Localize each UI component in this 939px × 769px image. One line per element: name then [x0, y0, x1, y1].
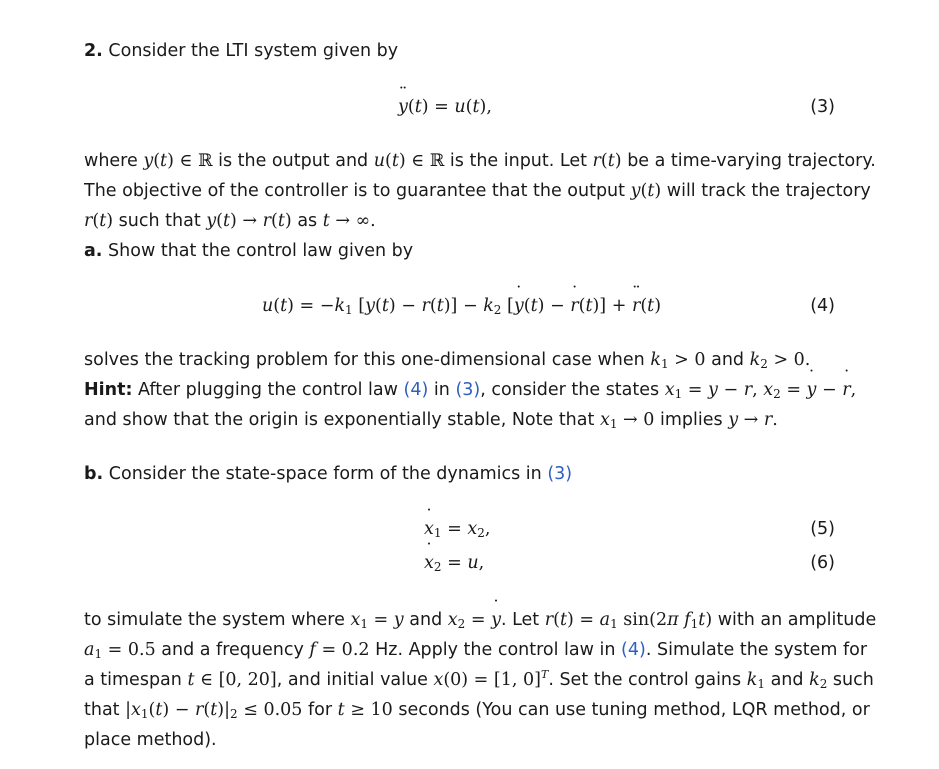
- equation-6-label: (6): [810, 553, 835, 573]
- solves-line: solves the tracking problem for this one-dimensional case when $k_1 > 0$ and $k_2 > 0$.: [84, 350, 811, 371]
- set-gains-text: . Set the control gains: [548, 670, 742, 690]
- timespan-text: a timespan: [84, 670, 182, 690]
- equation-4: $u(t) = -k_1$ $[y(t) - r(t)] - k_2$ [˙ y(t) − ˙ r(t)] + ¨ r(t): [262, 294, 661, 318]
- hint-ref-4[interactable]: (4): [403, 380, 429, 400]
- part-b-ref-4[interactable]: (4): [621, 640, 646, 660]
- hz-text: Hz. Apply the control law in: [375, 640, 616, 660]
- simulate-text: to simulate the system where: [84, 610, 345, 630]
- equation-5-label: (5): [810, 519, 835, 539]
- and-freq-text: and a frequency: [161, 640, 304, 660]
- that-text: that: [84, 700, 120, 720]
- part-b-text: Consider the state-space form of the dynamics in: [108, 464, 542, 484]
- implies-text: implies: [659, 410, 723, 430]
- hint-ref-3[interactable]: (3): [455, 380, 481, 400]
- part-b-label: b.: [84, 464, 104, 484]
- traj-text: be a time-varying trajectory.: [627, 151, 876, 171]
- part-b-header: [84, 462, 572, 486]
- such-text: such: [832, 670, 874, 690]
- show-line: and show that the origin is exponentially stable, Note that $x_1 \to 0$ implies y → r.: [84, 410, 778, 431]
- freq-line: $a_1 = 0.5$ and a frequency f = 0.2 Hz. Apply the control law in (4). Simulate the system for: [84, 640, 868, 661]
- hint-consider: , consider the states: [480, 380, 660, 400]
- as-text: as: [297, 211, 318, 231]
- initial-text: , and initial value: [276, 670, 428, 690]
- let-text: . Let: [500, 610, 540, 630]
- hint-text: After plugging the control law: [138, 380, 398, 400]
- and-text-b: and: [409, 610, 443, 630]
- for-t-text: for: [308, 700, 333, 720]
- such-that-line: r(t) such that y(t) → r(t) as t → ∞.: [84, 211, 376, 231]
- objective-end: will track the trajectory: [666, 181, 871, 201]
- problem-number: 2.: [84, 41, 103, 61]
- simulate-line: to simulate the system where $x_1 = y$ and $x_2$ = ˙ y. Let $r(t) = a_1$ sin(2π $f_1t$) with an amplitude: [84, 608, 876, 632]
- part-a-label: a.: [84, 241, 103, 261]
- and-text: and: [711, 350, 745, 370]
- that-line: that $|x_1(t) - r(t)|_2 \le 0.05$ for t ≥ 10 seconds (You can use tuning method, LQR method, or: [84, 700, 870, 721]
- part-a-header: [84, 239, 413, 263]
- place-text: place method).: [84, 730, 217, 750]
- hint-label: Hint:: [84, 380, 133, 400]
- with-amp-text: with an amplitude: [717, 610, 877, 630]
- such-that-text: such that: [118, 211, 201, 231]
- hint-in: in: [433, 380, 450, 400]
- timespan-line: a timespan t ∈ [0, 20], and initial value x(0) = [1, 0]$^T$. Set the control gains $k_1$ and $k_2$ such: [84, 668, 874, 691]
- problem-header: [84, 39, 398, 63]
- where-text: is the output and: [218, 151, 369, 171]
- where-line: where y(t) ∈ ℝ is the output and u(t) ∈ ℝ is the input. Let r(t) be a time-varying trajectory.: [84, 151, 876, 171]
- seconds-text: seconds (You can use tuning method, LQR method, or: [398, 700, 870, 720]
- equation-6: ˙ $x_2 = u$,: [424, 551, 484, 575]
- hint-line: Hint: After plugging the control law (4) in (3), consider the states $x_1 = y - r$, $x_2$ = ˙ y − ˙ r,: [84, 378, 856, 402]
- equation-3: ¨ y(t) = u(t),: [398, 95, 492, 119]
- problem-intro: Consider the LTI system given by: [108, 41, 399, 61]
- show-text: and show that the origin is exponentially stable, Note that: [84, 410, 595, 430]
- equation-3-label: (3): [810, 97, 835, 117]
- equation-5: ˙ $x_1 = x_2$,: [424, 517, 490, 541]
- input-text: is the input. Let: [449, 151, 587, 171]
- objective-text: The objective of the controller is to guarantee that the output: [84, 181, 626, 201]
- part-a-text: Show that the control law given by: [108, 241, 414, 261]
- simulate2-text: . Simulate the system for: [645, 640, 868, 660]
- objective-line: The objective of the controller is to guarantee that the output y(t) will track the trajectory: [84, 181, 871, 201]
- and-text-b2: and: [770, 670, 804, 690]
- place-line: [84, 728, 217, 752]
- part-b-ref-3[interactable]: (3): [547, 464, 573, 484]
- equation-4-label: (4): [810, 296, 835, 316]
- solves-text: solves the tracking problem for this one-dimensional case when: [84, 350, 645, 370]
